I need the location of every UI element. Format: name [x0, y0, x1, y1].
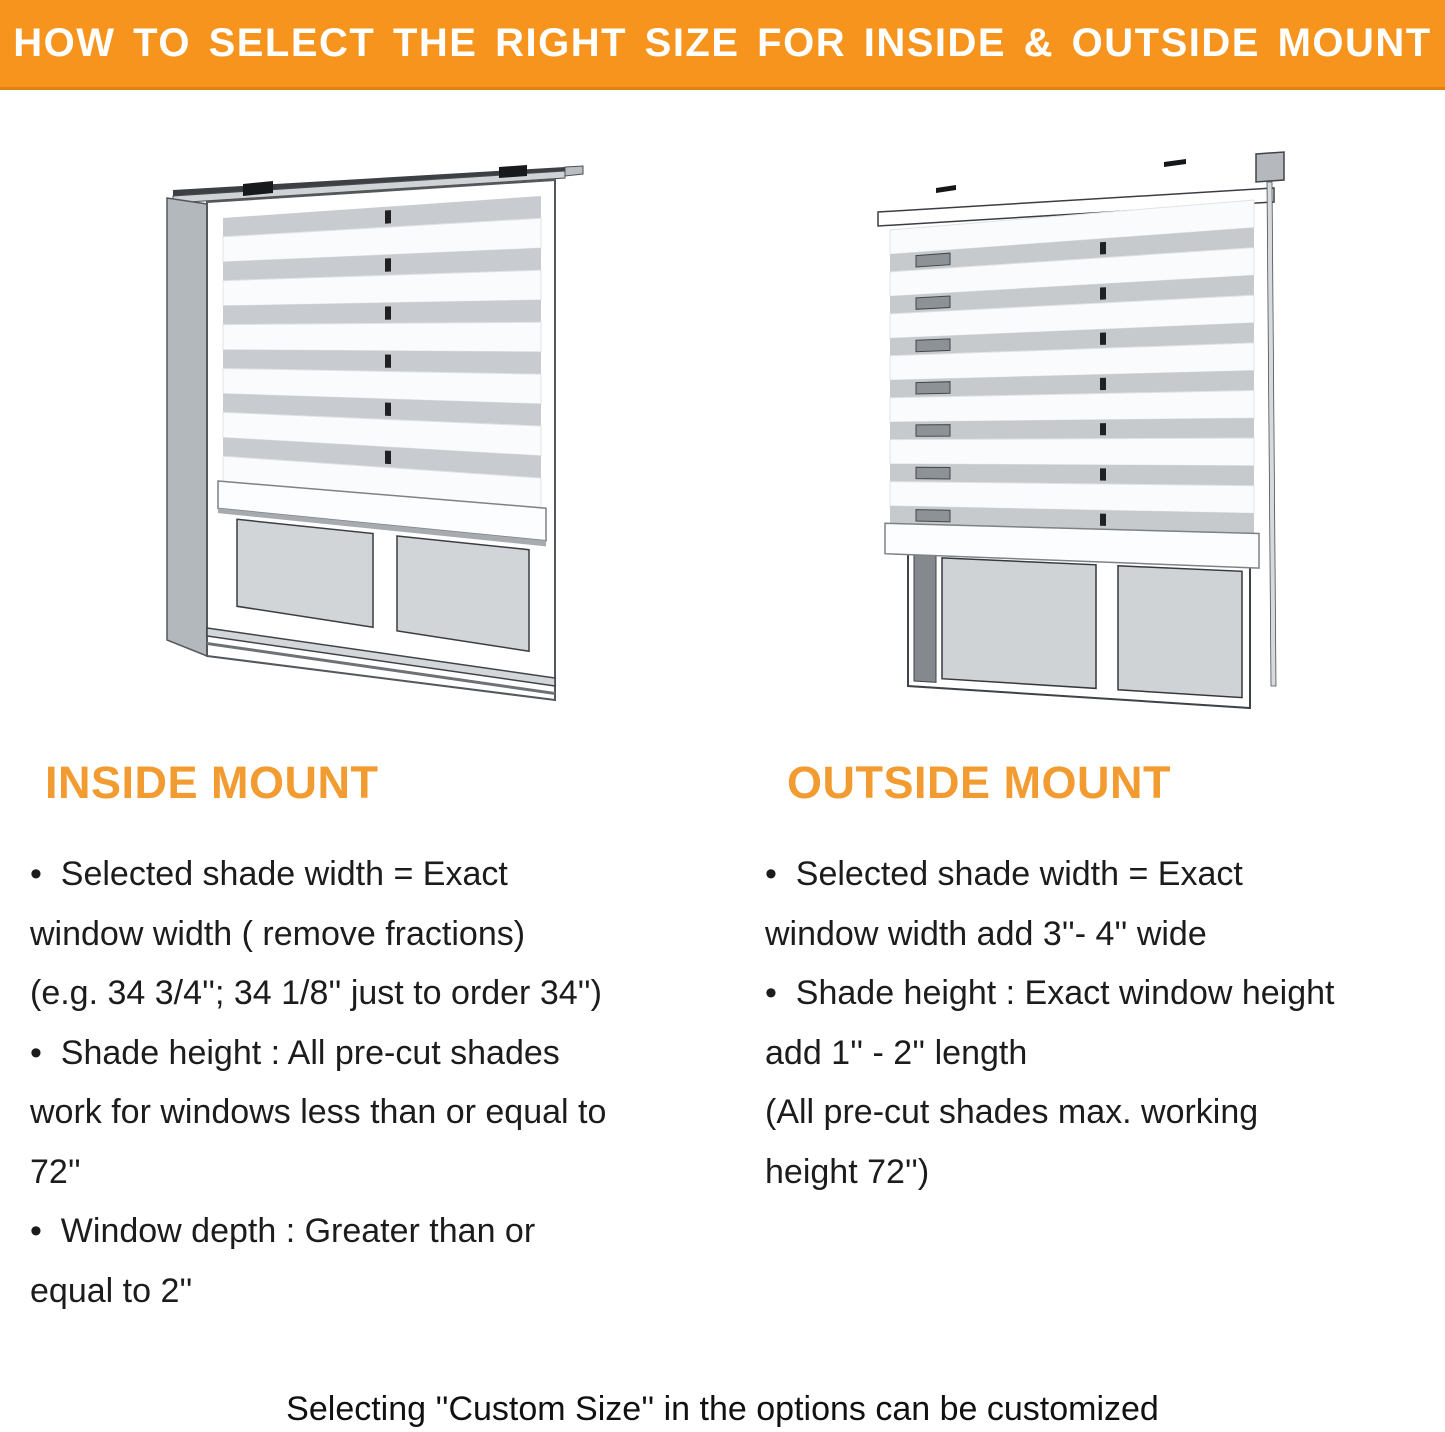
- window-jamb: [167, 198, 207, 656]
- mullion-slot-mark: [1100, 468, 1106, 480]
- outside-mount-illustration: [850, 130, 1310, 780]
- note-line: • Window depth : Greater than or: [30, 1212, 536, 1250]
- note-line: window width add 3''- 4'' wide: [765, 914, 1207, 953]
- note-line: • Shade height : Exact window height: [765, 974, 1335, 1012]
- window-glass-pane: [397, 536, 529, 651]
- bracket-screw-mark: [936, 185, 956, 193]
- frame-through-sheer: [916, 510, 950, 522]
- note-line: • Selected shade width = Exact: [765, 855, 1243, 893]
- inside-mount-notes: [30, 845, 740, 1321]
- shade-slat: [890, 438, 1254, 466]
- note-line: height 72''): [765, 1152, 930, 1191]
- mullion-slot-mark: [1100, 287, 1106, 300]
- outside-mount-heading: OUTSIDE MOUNT: [787, 757, 1171, 808]
- mullion-slot-mark: [1100, 333, 1106, 345]
- mullion-slot-mark: [385, 355, 391, 368]
- note-line: • Shade height : All pre-cut shades: [30, 1033, 560, 1072]
- window-glass-pane: [942, 558, 1096, 689]
- mullion-slot-mark: [385, 306, 391, 319]
- mullion-slot-mark: [1100, 378, 1106, 390]
- frame-through-sheer: [916, 425, 950, 437]
- window-glass-pane: [1118, 566, 1242, 698]
- frame-through-sheer: [916, 296, 950, 309]
- note-line: window width ( remove fractions): [30, 914, 526, 953]
- note-line: work for windows less than or equal to: [30, 1093, 607, 1131]
- mullion-slot-mark: [385, 258, 391, 271]
- frame-through-sheer: [916, 339, 950, 352]
- note-line: 72'': [30, 1152, 81, 1191]
- footer-note: Selecting ''Custom Size'' in the options can be customized: [286, 1390, 1159, 1428]
- mullion-slot-mark: [385, 451, 391, 465]
- roller-endcap: [565, 166, 583, 176]
- mounting-bracket-icon: [499, 165, 527, 178]
- frame-through-sheer: [916, 382, 950, 394]
- mullion-slot-mark: [1100, 423, 1106, 435]
- note-line: • Selected shade width = Exact: [30, 855, 508, 893]
- wall-endcap: [1256, 152, 1284, 182]
- banner: [0, 0, 1445, 90]
- mullion-slot-mark: [385, 403, 391, 417]
- outside-mount-notes: [765, 845, 1445, 1202]
- banner-title: HOW TO SELECT THE RIGHT SIZE FOR INSIDE & OUTSIDE MOUNT: [13, 21, 1432, 65]
- note-line: (e.g. 34 3/4''; 34 1/8'' just to order 34''): [30, 974, 602, 1012]
- note-line: equal to 2'': [30, 1271, 193, 1310]
- window-jamb-shadow: [914, 551, 936, 682]
- bracket-screw-mark: [1164, 159, 1186, 167]
- mullion-slot-mark: [1100, 514, 1106, 526]
- shade-slat: [223, 322, 541, 352]
- inside-mount-heading: INSIDE MOUNT: [45, 757, 379, 808]
- mullion-slot-mark: [385, 210, 391, 224]
- shade-side-channel: [1267, 182, 1276, 686]
- inside-mount-illustration: [145, 140, 675, 770]
- note-line: (All pre-cut shades max. working: [765, 1093, 1259, 1131]
- frame-through-sheer: [916, 253, 950, 267]
- note-line: add 1'' - 2'' length: [765, 1033, 1028, 1072]
- frame-through-sheer: [916, 467, 950, 479]
- mullion-slot-mark: [1100, 242, 1106, 255]
